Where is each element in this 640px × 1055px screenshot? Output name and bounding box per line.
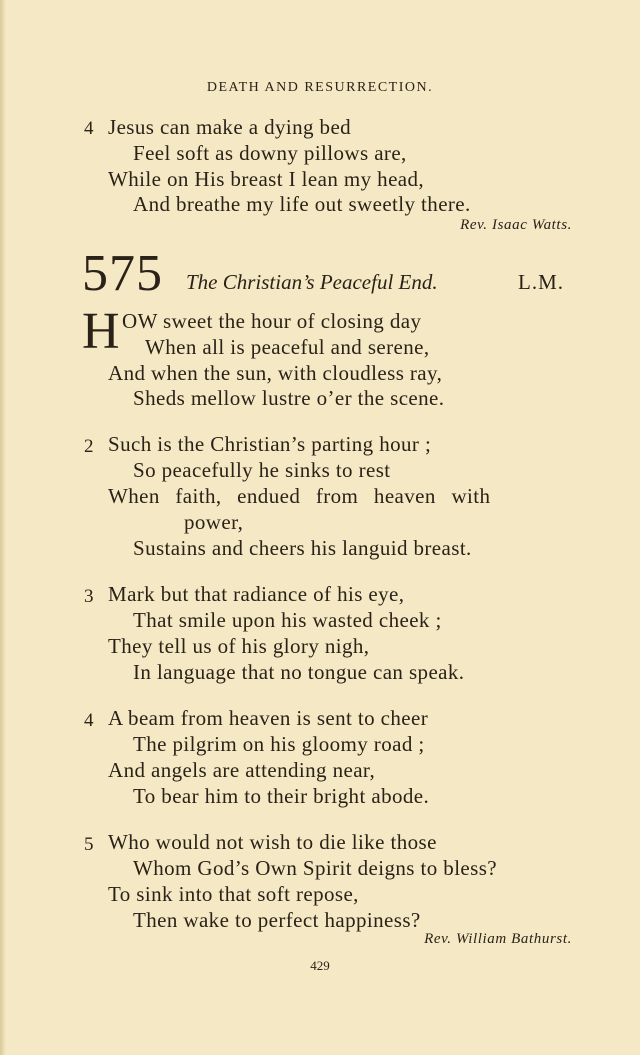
page-number: 429 — [310, 958, 330, 973]
stanza-number: 3 — [84, 586, 94, 607]
verse-line: To bear him to their bright abode. — [133, 784, 430, 808]
verse-line: power, — [184, 510, 244, 534]
verse-line: They tell us of his glory nigh, — [108, 634, 370, 658]
stanza-number: 5 — [84, 834, 94, 855]
verse-line: And breathe my life out sweetly there. — [133, 192, 471, 216]
author-attribution: Rev. Isaac Watts. — [460, 217, 572, 233]
stanza-number: 4 — [84, 118, 94, 139]
hymn-number: 575 — [82, 245, 163, 302]
verse-line: While on His breast I lean my head, — [108, 167, 425, 191]
verse-line: To sink into that soft repose, — [108, 882, 359, 906]
verse-line: That smile upon his wasted cheek ; — [133, 608, 442, 632]
running-header: DEATH AND RESURRECTION. — [206, 80, 434, 95]
stanza-number: 4 — [84, 710, 94, 731]
verse-line: When faith, endued from heaven with — [108, 484, 491, 508]
page-edge — [0, 0, 6, 1055]
verse-line: Mark but that radiance of his eye, — [108, 582, 405, 606]
verse-line: Who would not wish to die like those — [108, 830, 437, 854]
verse-line: Then wake to perfect happiness? — [133, 908, 421, 932]
verse-line: Such is the Christian’s parting hour ; — [108, 432, 432, 456]
verse-line: A beam from heaven is sent to cheer — [108, 706, 429, 730]
verse-line: OW sweet the hour of closing day — [122, 309, 422, 333]
verse-line: Whom God’s Own Spirit deigns to bless? — [133, 856, 498, 880]
verse-line: So peacefully he sinks to rest — [133, 458, 391, 482]
verse-line: Sustains and cheers his languid breast. — [133, 536, 472, 560]
verse-line: When all is peaceful and serene, — [145, 335, 430, 359]
verse-line: Sheds mellow lustre o’er the scene. — [133, 386, 445, 410]
hymn-title: The Christian’s Peaceful End. — [186, 270, 438, 294]
verse-line: In language that no tongue can speak. — [133, 660, 465, 684]
hymn-meter: L.M. — [518, 270, 564, 294]
verse-line: And angels are attending near, — [108, 758, 376, 782]
verse-line: Feel soft as downy pillows are, — [133, 141, 407, 165]
author-attribution: Rev. William Bathurst. — [424, 931, 572, 947]
stanza-number: 2 — [84, 436, 94, 457]
verse-line: Jesus can make a dying bed — [108, 115, 352, 139]
verse-line: And when the sun, with cloudless ray, — [108, 361, 443, 385]
drop-cap: H — [82, 303, 120, 360]
verse-line: The pilgrim on his gloomy road ; — [133, 732, 425, 756]
